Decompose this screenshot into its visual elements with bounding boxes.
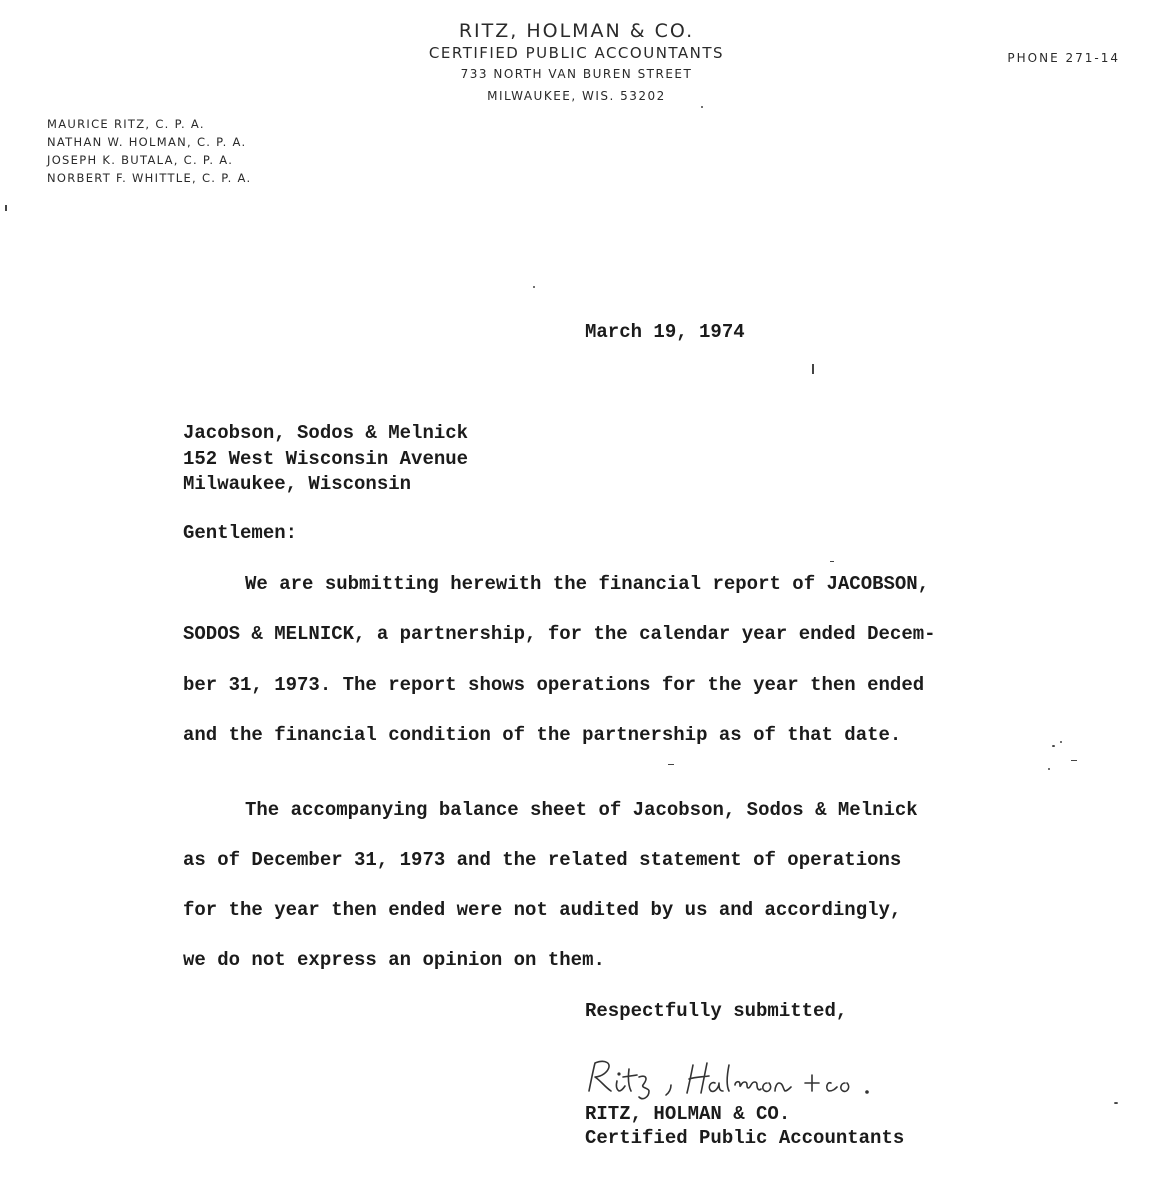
- signature-title: Certified Public Accountants: [585, 1127, 905, 1149]
- letterhead-firm-name: RITZ, HOLMAN & CO.: [458, 20, 695, 42]
- paragraph-1-line: ber 31, 1973. The report shows operations for the year then ended: [183, 674, 925, 696]
- salutation: Gentlemen:: [183, 522, 298, 544]
- recipient-name: Jacobson, Sodos & Melnick: [183, 422, 469, 444]
- scan-speck: [1071, 760, 1077, 761]
- signature-firm: RITZ, HOLMAN & CO.: [585, 1103, 791, 1125]
- closing: Respectfully submitted,: [585, 1000, 848, 1022]
- scan-speck: [830, 561, 834, 562]
- recipient-street: 152 West Wisconsin Avenue: [183, 448, 469, 470]
- handwritten-signature: [583, 1055, 893, 1103]
- paragraph-1-line: SODOS & MELNICK, a partnership, for the calendar year ended Decem-: [183, 623, 936, 645]
- partner-list: [47, 115, 251, 187]
- partner-name: MAURICE RITZ, C. P. A.: [47, 117, 205, 131]
- scan-speck: [1114, 1102, 1118, 1104]
- paragraph-1-line: We are submitting herewith the financial report of JACOBSON,: [245, 573, 930, 595]
- paragraph-2-line: we do not express an opinion on them.: [183, 949, 605, 971]
- partner-name: NATHAN W. HOLMAN, C. P. A.: [47, 135, 247, 149]
- scan-speck: [1060, 741, 1062, 743]
- partner-name: NORBERT F. WHITTLE, C. P. A.: [47, 171, 252, 185]
- scan-speck: [5, 205, 7, 211]
- scan-speck: [701, 106, 703, 108]
- letterhead-street: 733 NORTH VAN BUREN STREET: [460, 67, 693, 81]
- partner-name: JOSEPH K. BUTALA, C. P. A.: [47, 153, 234, 167]
- paragraph-2-line: for the year then ended were not audited by us and accordingly,: [183, 899, 902, 921]
- paragraph-1-line: and the financial condition of the partnership as of that date.: [183, 724, 902, 746]
- recipient-city: Milwaukee, Wisconsin: [183, 473, 412, 495]
- scan-speck: [1048, 768, 1050, 770]
- letter-date: March 19, 1974: [585, 321, 745, 343]
- letterhead-city: MILWAUKEE, WIS. 53202: [487, 89, 666, 103]
- paragraph-2-line: as of December 31, 1973 and the related statement of operations: [183, 849, 902, 871]
- paragraph-2-line: The accompanying balance sheet of Jacobson, Sodos & Melnick: [245, 799, 918, 821]
- scan-speck: [668, 764, 674, 765]
- letterhead-subtitle: CERTIFIED PUBLIC ACCOUNTANTS: [428, 44, 725, 62]
- scan-speck: [1052, 745, 1055, 747]
- scan-speck: [533, 286, 535, 288]
- scan-speck: [812, 364, 814, 374]
- letterhead-phone: PHONE 271-14: [1007, 51, 1120, 65]
